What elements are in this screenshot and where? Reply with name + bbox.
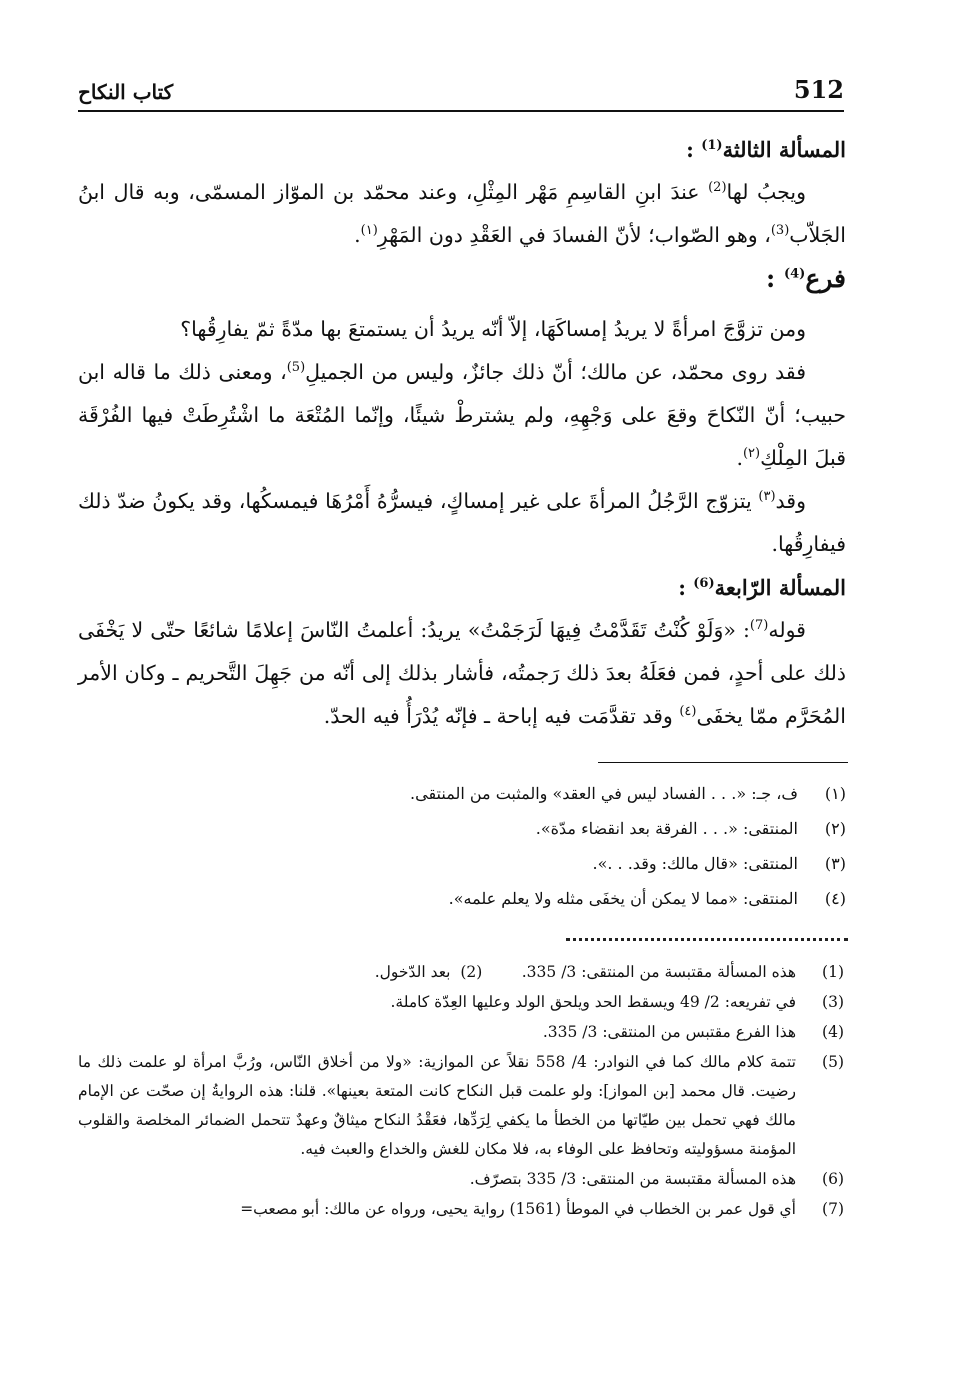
paragraph: وقد$^{(٣)}$ يتزوّج الرَّجُلُ المرأةَ على غير إمساكٍ، فيسرُّهُ أَمْرُهَا فيمسكُها، وقد يكونُ ضدّ ذلك فيفارِقُها. — [78, 489, 846, 556]
running-title: كتاب النكاح — [78, 80, 174, 104]
footnotes-arabic — [300, 776, 846, 916]
footnote: (٣) المنتقى: «قال مالك: وقد. . .». — [592, 854, 846, 873]
footnote: (1) هذه المسألة مقتبسة من المنتقى: 3/ 335. (2) بعد الدّخول. — [374, 963, 844, 981]
subsection-heading-far: فرع$^{(4)}$ : — [766, 264, 846, 293]
editor-notes-separator — [566, 938, 848, 941]
footnote: (7) أي قول عمر بن الخطاب في الموطأ (1561) رواية يحيى، ورواه عن مالك: أبو مصعب= — [240, 1200, 844, 1218]
page-number: 512 — [793, 75, 844, 104]
footnote: (3) في تفريعه: 2/ 49 ويسقط الحد ويلحق الولد وعليها العِدّة كاملة. — [390, 993, 844, 1011]
footnote: (6) هذه المسألة مقتبسة من المنتقى: 3/ 335 بتصرّف. — [469, 1170, 844, 1188]
main-text — [78, 128, 846, 738]
footnote: (4) هذا الفرع مقتبس من المنتقى: 3/ 335. — [542, 1023, 844, 1041]
paragraph: ويجبُ لها$^{(2)}$ عندَ ابنِ القاسِمِ مَهْر المِثْلِ، وعند محمّد بن الموّاز المسمّى، وبه قال ابنُ الجَلاّب$^{(3)}$، وهو الصّواب؛ لأنّ الفسادَ في العَقْدِ دون المَهْرِ$^{(١)}$. — [78, 180, 846, 247]
page-header — [78, 72, 844, 112]
footnote-divider — [598, 762, 848, 763]
paragraph: قوله$^{(7)}$: «وَلَوْ كُنْتُ تَقَدَّمْتُ فِيهَا لَرَجَمْتُ» يريدُ: أعلمتُ النّاسَ إعلامًا شائعًا حتّى لا يَخْفَى ذلك على أحدٍ، فمن فعَلَهُ بعدَ ذلك رَجمتُه، فأشار بذلك إلى أنّه من جَهِلَ التَّحريم ـ وكان الأمر المُحَرَّم ممّا يخفَى$^{(٤)}$ وقد تقدَّمَت فيه إباحة ـ فإنّه يُدْرَأُ فيه الحدّ. — [78, 618, 846, 728]
footnotes-editor — [78, 958, 844, 1225]
footnote: (١) ف، جـ: «. . . الفساد ليس في العقد» والمثبت من المنتقى. — [410, 784, 846, 803]
section-heading-third: المسألة الثالثة$^{(1)}$ : — [686, 137, 846, 162]
footnote: (٤) المنتقى: «مما لا يمكن أن يخفَى مثله ولا يعلم علمه». — [448, 889, 846, 908]
paragraph: ومن تزوَّجَ امرأةً لا يريدُ إمساكَهَا، إلاّ أنّه يريدُ أن يستمتعَ بها مدّةً ثمّ يفارِقُها؟ — [180, 317, 806, 341]
footnote: (5) تتمة كلام مالك كما في النوادر: 4/ 558 نقلاً عن الموازية: «ولا من أخلاق النّاس، ورُبَّ امرأة لو علمت ذلك ما رضيت. قال محمد [بن المواز]: ولو علمت قبل النكاح كانت المتعة بعينها». قلنا: هذه الروايةُ إن صحّت عن الإمام مالك فهي تحمل بين طيّاتها من الخطأ ما يكفي لِرَدِّها، فعَقْدُ النكاح ميثاقٌ وعهدٌ تتحمل الضمائر المخلصة والقلوب المؤمنة مسؤوليته وتحافظ على الوفاء به، فلا مكان للغش والخداع والعبث فيه. — [78, 1053, 844, 1158]
footnote: (٢) المنتقى: «. . . الفرقة بعد انقضاء مدّة». — [535, 819, 846, 838]
section-heading-fourth: المسألة الرّابعة$^{(6)}$ : — [678, 575, 846, 600]
paragraph: فقد روى محمّد، عن مالك؛ أنّ ذلك جائزٌ، وليس من الجميلِ$^{(5)}$، ومعنى ذلك ما قاله ابن حبيب؛ أنّ النّكاحَ وقعَ على وَجْهِهِ، ولم يشترطْ شيئًا، وإنّما المُتْعَة ما اشْتُرِطَتْ فيها الفُرْقَة قبلَ المِلْكِ$^{(٢)}$. — [78, 360, 846, 470]
